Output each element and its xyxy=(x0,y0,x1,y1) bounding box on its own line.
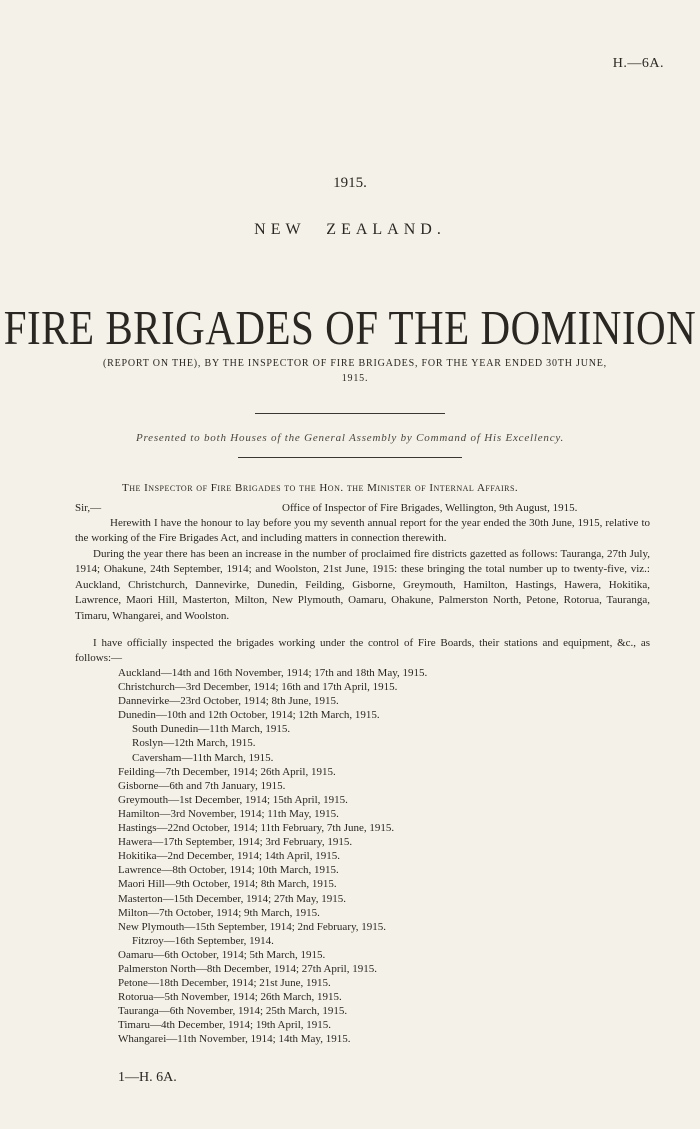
inspection-subitem: Roslyn—12th March, 1915. xyxy=(132,737,256,750)
inspection-item: Hamilton—3rd November, 1914; 11th May, 1915. xyxy=(118,807,339,820)
inspection-item: Timaru—4th December, 1914; 19th April, 1915. xyxy=(118,1019,332,1032)
paragraph-text: During the year there has been an increase in the number of proclaimed fire districts gazetted as follows: Tauranga, 27th July, 1914; Ohakune, 24th September, 1914; and Woolston, 21st June, 1915: these bringing the total number up to twenty-five, viz.: Auckland, Christchurch, Dannevirke, Dunedin, Feilding, Gisborne, Greymouth, Hamilton, Hastings, Hawera, Hokitika, Lawrence, Maori Hill, Masterton, Milton, New Plymouth, Oamaru, Ohakune, Palmerston North, Petone, Rotorua, Tauranga, Timaru, Whangarei, and Woolston. xyxy=(75,548,650,622)
inspection-item: Palmerston North—8th December, 1914; 27th April, 1915. xyxy=(118,962,377,975)
inspection-item: Whangarei—11th November, 1914; 14th May, 1915. xyxy=(118,1033,351,1046)
inspection-subitem: South Dunedin—11th March, 1915. xyxy=(132,723,291,736)
country-word-2: ZEALAND. xyxy=(326,221,446,238)
inspection-item: Hawera—17th September, 1914; 3rd February, 1915. xyxy=(118,836,353,849)
paragraph-introduction xyxy=(75,516,650,547)
inspection-item: Maori Hill—9th October, 1914; 8th March, 1915. xyxy=(118,878,337,891)
divider-bottom xyxy=(238,457,462,458)
inspection-item: Dunedin—10th and 12th October, 1914; 12th March, 1915. xyxy=(118,709,380,722)
inspection-item: Feilding—7th December, 1914; 26th April, 1915. xyxy=(118,765,336,778)
paragraph-text: I have officially inspected the brigades working under the control of Fire Boards, their stations and equipment, &c., as follows:— xyxy=(75,637,650,665)
salutation-line: The Inspector of Fire Brigades to the Hon. the Minister of Internal Affairs. xyxy=(122,482,519,494)
document-reference: H.—6A. xyxy=(612,56,664,71)
country-word-1: NEW xyxy=(254,221,306,238)
inspection-item: Christchurch—3rd December, 1914; 16th and 17th April, 1915. xyxy=(118,681,398,694)
inspection-item: Auckland—14th and 16th November, 1914; 17th and 18th May, 1915. xyxy=(118,667,428,679)
inspection-item: Tauranga—6th November, 1914; 25th March, 1915. xyxy=(118,1005,348,1018)
inspection-item: Rotorua—5th November, 1914; 26th March, 1915. xyxy=(118,991,342,1004)
presented-line: Presented to both Houses of the General Assembly by Command of His Excellency. xyxy=(135,432,565,444)
inspection-item: Hokitika—2nd December, 1914; 14th April, 1915. xyxy=(118,850,340,863)
inspection-item: New Plymouth—15th September, 1914; 2nd February, 1915. xyxy=(118,920,387,933)
inspection-list xyxy=(118,666,427,1047)
inspection-item: Petone—18th December, 1914; 21st June, 1915. xyxy=(118,977,331,990)
inspection-item: Gisborne—6th and 7th January, 1915. xyxy=(118,779,286,792)
country-heading xyxy=(0,221,700,239)
year-heading: 1915. xyxy=(333,175,367,191)
divider-top xyxy=(255,413,445,414)
inspection-item: Lawrence—8th October, 1914; 10th March, 1915. xyxy=(118,864,339,877)
inspection-item: Hastings—22nd October, 1914; 11th February, 7th June, 1915. xyxy=(118,822,395,835)
inspection-subitem: Caversham—11th March, 1915. xyxy=(132,751,274,764)
report-subtitle: (REPORT ON THE), BY THE INSPECTOR OF FIRE BRIGADES, FOR THE YEAR ENDED 30TH JUNE, 1915. xyxy=(103,358,607,384)
inspection-item: Greymouth—1st December, 1914; 15th April, 1915. xyxy=(118,793,348,806)
paragraph-inspections xyxy=(75,636,650,667)
inspection-item: Oamaru—6th October, 1914; 5th March, 1915. xyxy=(118,948,326,961)
report-title: FIRE BRIGADES OF THE DOMINION xyxy=(3,300,697,355)
page-footer: 1—H. 6A. xyxy=(118,1070,177,1085)
paragraph-fire-districts xyxy=(75,547,650,624)
paragraph-text: Herewith I have the honour to lay before you my seventh annual report for the year ended the 30th June, 1915, relative to the working of the Fire Brigades Act, and including matters in connection therewith. xyxy=(75,517,650,545)
inspection-item: Dannevirke—23rd October, 1914; 8th June, 1915. xyxy=(118,695,339,708)
inspection-item: Milton—7th October, 1914; 9th March, 1915. xyxy=(118,906,320,919)
inspection-subitem: Fitzroy—16th September, 1914. xyxy=(132,934,274,947)
sir-greeting: Sir,— xyxy=(75,502,102,514)
office-dateline: Office of Inspector of Fire Brigades, Wellington, 9th August, 1915. xyxy=(282,502,578,514)
inspection-item: Masterton—15th December, 1914; 27th May, 1915. xyxy=(118,892,346,905)
